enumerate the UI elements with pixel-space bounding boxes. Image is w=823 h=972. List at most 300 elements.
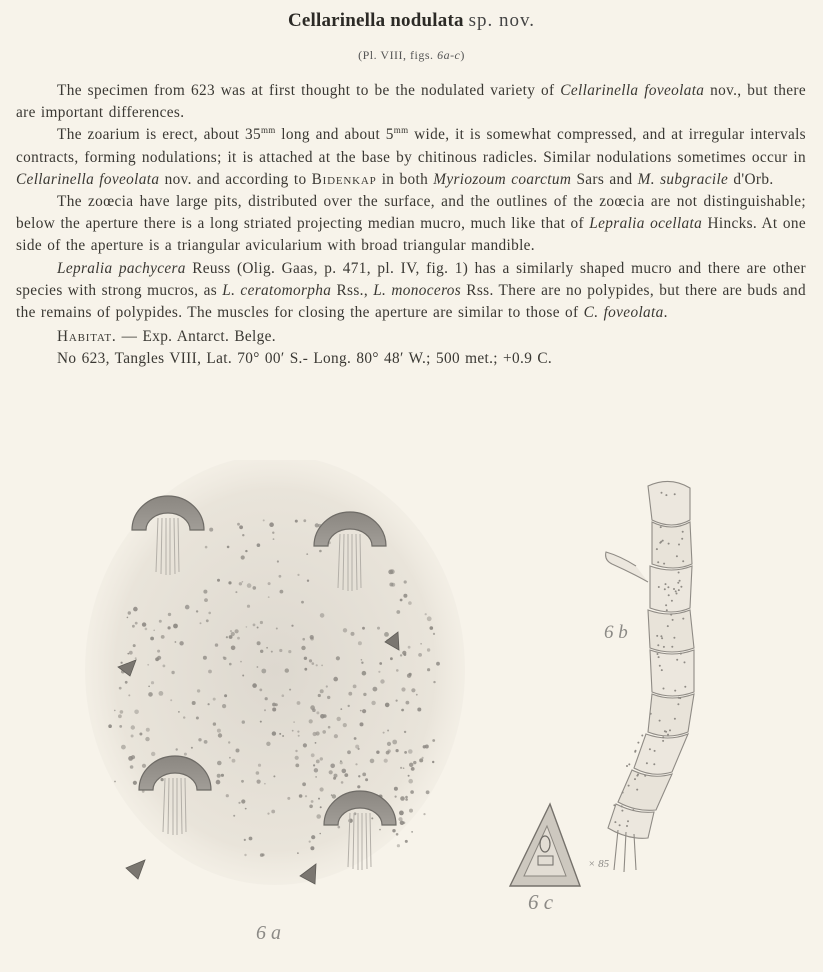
surface-pit [433, 681, 435, 683]
surface-pit [403, 822, 406, 825]
branch-pit [654, 750, 656, 752]
surface-pit [362, 773, 366, 777]
surface-pit [125, 681, 128, 684]
surface-pit [241, 780, 244, 783]
surface-pit [320, 757, 323, 760]
figure-6b [606, 481, 694, 872]
surface-pit [204, 598, 208, 602]
p3-taxon: Lepralia ocellata [589, 215, 703, 233]
branch-pit [660, 526, 662, 528]
surface-pit [203, 590, 207, 594]
surface-pit [344, 773, 348, 777]
surface-pit [312, 708, 316, 712]
surface-pit [333, 777, 336, 780]
p2-taxon-2: Myriozoum coarctum [433, 170, 572, 188]
branch-pit [684, 661, 686, 663]
p4-taxon-4: C. foveolata [583, 304, 664, 322]
habitat-line [16, 326, 806, 348]
branch-pit [679, 580, 681, 582]
surface-pit [365, 778, 368, 781]
surface-pit [185, 605, 190, 610]
surface-pit [396, 669, 399, 672]
surface-pit [370, 759, 375, 764]
surface-pit [311, 753, 315, 757]
surface-pit [119, 687, 122, 690]
figure-6a-label: 6 a [256, 922, 281, 944]
surface-pit [404, 580, 407, 583]
surface-pit [237, 523, 240, 526]
surface-pit [148, 686, 150, 688]
p2-text-e: nov. and according to [159, 170, 312, 188]
plate-ref-figs: 6a-c [437, 48, 461, 62]
surface-pit [208, 670, 212, 674]
branch-pit [614, 821, 616, 823]
surface-pit [312, 662, 315, 665]
surface-pit [297, 574, 299, 576]
branch-pit [632, 809, 634, 811]
surface-pit [235, 629, 239, 633]
surface-pit [129, 651, 133, 655]
surface-pit [427, 668, 430, 671]
branch-pit [673, 588, 675, 590]
surface-pit [298, 735, 300, 737]
surface-pit [343, 628, 347, 632]
surface-pit [302, 782, 306, 786]
surface-pit [161, 635, 165, 639]
surface-pit [340, 760, 342, 762]
surface-pit [388, 570, 393, 575]
surface-pit [237, 637, 240, 640]
branch-pit [662, 736, 664, 738]
surface-pit [192, 701, 196, 705]
surface-pit [392, 740, 397, 745]
branch-pit [613, 804, 615, 806]
surface-pit [318, 798, 320, 800]
branch-pit [662, 740, 664, 742]
station-line: No 623, Tangles VIII, Lat. 70° 00′ S.- Long. 80° 48′ W.; 500 met.; +0.9 C. [57, 350, 553, 368]
surface-pit [257, 666, 259, 668]
surface-pit [260, 853, 264, 857]
surface-pit [316, 731, 320, 735]
surface-pit [319, 833, 321, 835]
surface-pit [413, 761, 416, 764]
surface-pit [362, 627, 365, 630]
branch-pit [626, 765, 628, 767]
branch-pit [637, 774, 639, 776]
surface-pit [168, 626, 171, 629]
surface-pit [196, 610, 198, 612]
plate-illustrations [0, 460, 823, 967]
branch-pit [665, 583, 667, 585]
branch-pit [670, 614, 672, 616]
surface-pit [260, 721, 262, 723]
surface-pit [426, 790, 430, 794]
surface-pit [397, 844, 400, 847]
branch-pit [668, 543, 670, 545]
surface-pit [213, 722, 216, 725]
surface-pit [305, 795, 307, 797]
branch-pit [676, 593, 678, 595]
surface-pit [147, 664, 149, 666]
surface-pit [128, 756, 133, 761]
surface-pit [241, 799, 245, 803]
surface-pit [331, 794, 333, 796]
surface-pit [309, 659, 312, 662]
surface-pit [215, 643, 218, 646]
p2-taxon-3: M. subgracile [637, 170, 729, 188]
surface-pit [347, 750, 351, 754]
surface-pit [410, 790, 414, 794]
surface-pit [226, 636, 228, 638]
p2-text-g: in both [376, 170, 434, 188]
surface-pit [216, 780, 221, 785]
branch-pit [657, 561, 659, 563]
surface-pit [295, 764, 299, 768]
surface-pit [293, 721, 295, 723]
surface-pit [316, 814, 321, 819]
surface-pit [303, 519, 306, 522]
surface-pit [279, 649, 282, 652]
surface-pit [272, 532, 274, 534]
surface-pit [244, 839, 246, 841]
branch-pit [663, 688, 665, 690]
branch-pit [673, 637, 675, 639]
surface-pit [396, 610, 400, 614]
p4-taxon-3: L. monoceros [373, 281, 462, 299]
branch-pit [663, 646, 665, 648]
surface-pit [327, 696, 330, 699]
surface-pit [247, 583, 252, 588]
surface-pit [399, 811, 404, 816]
figure-plate [0, 460, 823, 967]
surface-pit [217, 579, 220, 582]
surface-pit [383, 732, 385, 734]
branch-pit [668, 594, 670, 596]
p4-text-d: Rss., [331, 281, 374, 299]
surface-pit [227, 546, 230, 549]
surface-pit [261, 669, 266, 674]
surface-pit [145, 737, 149, 741]
surface-pit [244, 854, 246, 856]
surface-pit [155, 657, 159, 661]
surface-pit [119, 725, 122, 728]
surface-pit [151, 752, 155, 756]
surface-pit [361, 662, 363, 664]
branch-pit [676, 555, 678, 557]
branch-pit [672, 619, 674, 621]
surface-pit [400, 599, 403, 602]
surface-pit [408, 749, 413, 754]
surface-pit [260, 621, 263, 624]
surface-pit [387, 730, 389, 732]
surface-pit [217, 729, 221, 733]
surface-pit [170, 699, 172, 701]
surface-pit [309, 805, 313, 809]
surface-pit [363, 693, 366, 696]
branch-pit [621, 810, 623, 812]
surface-pit [400, 767, 402, 769]
surface-pit [316, 760, 320, 764]
paragraph-3 [16, 191, 806, 258]
branch-pit [669, 729, 671, 731]
branch-pit [637, 742, 639, 744]
surface-pit [343, 723, 347, 727]
surface-pit [311, 835, 315, 839]
branch-pit [679, 697, 681, 699]
branch-pit [636, 789, 638, 791]
surface-pit [295, 750, 297, 752]
paragraph-1 [16, 80, 806, 124]
surface-pit [131, 725, 135, 729]
branch-pit [671, 646, 673, 648]
surface-pit [417, 708, 421, 712]
surface-pit [319, 550, 322, 553]
surface-pit [279, 733, 281, 735]
surface-pit [409, 763, 413, 767]
surface-pit [253, 624, 256, 627]
surface-pit [361, 659, 363, 661]
surface-pit [360, 722, 364, 726]
branch-pit [681, 538, 683, 540]
surface-pit [128, 611, 131, 614]
surface-pit [204, 740, 208, 744]
surface-pit [432, 761, 434, 763]
surface-pit [348, 705, 350, 707]
surface-pit [232, 759, 236, 763]
surface-pit [405, 840, 408, 843]
surface-pit [266, 742, 270, 746]
surface-pit [242, 675, 244, 677]
surface-pit [196, 717, 199, 720]
figure-6a [85, 460, 465, 885]
surface-pit [175, 641, 177, 643]
p2-text-k: d'Orb. [728, 170, 774, 188]
surface-pit [218, 733, 222, 737]
branch-pit [667, 586, 669, 588]
surface-pit [249, 837, 253, 841]
surface-pit [198, 738, 201, 741]
branch-pit [622, 792, 624, 794]
surface-pit [159, 620, 162, 623]
surface-pit [184, 753, 187, 756]
surface-pit [273, 538, 275, 540]
surface-pit [404, 731, 406, 733]
surface-pit [159, 691, 164, 696]
surface-pit [263, 519, 265, 521]
surface-pit [264, 783, 266, 785]
p2-text-a: The zoarium is erect, about 35 [57, 126, 261, 144]
surface-pit [257, 641, 261, 645]
habitat-label: Habitat. [57, 328, 117, 346]
surface-pit [295, 520, 298, 523]
branch-pit [674, 690, 676, 692]
surface-pit [288, 650, 291, 653]
surface-pit [384, 759, 388, 763]
branch-pit [666, 609, 668, 611]
branch-pit [658, 656, 660, 658]
habitat-text: — Exp. Antarct. Belge. [116, 328, 276, 346]
plate-ref-prefix: (Pl. VIII, figs. [358, 48, 434, 62]
surface-pit [336, 656, 340, 660]
surface-pit [238, 802, 240, 804]
surface-pit [321, 665, 323, 667]
surface-pit [334, 734, 338, 738]
p4-taxon-2: L. ceratomorpha [222, 281, 332, 299]
surface-pit [328, 726, 331, 729]
branch-pit [661, 492, 663, 494]
branch-pit [658, 586, 660, 588]
branch-pit [664, 588, 666, 590]
surface-pit [266, 647, 268, 649]
surface-pit [142, 764, 146, 768]
surface-pit [150, 637, 154, 641]
surface-pit [418, 653, 422, 657]
branch-pit [674, 493, 676, 495]
surface-pit [430, 626, 434, 630]
surface-pit [385, 703, 390, 708]
branch-pit [678, 589, 680, 591]
surface-pit [265, 697, 268, 700]
surface-pit [233, 815, 235, 817]
surface-pit [326, 685, 328, 687]
surface-pit [396, 833, 399, 836]
surface-pit [279, 575, 282, 578]
surface-pit [148, 692, 153, 697]
surface-pit [299, 794, 303, 798]
surface-pit [205, 546, 208, 549]
surface-pit [362, 709, 366, 713]
surface-pit [320, 787, 324, 791]
figure-6c-scale: × 85 [588, 858, 610, 870]
surface-pit [135, 622, 138, 625]
branch-pit [684, 686, 686, 688]
branch-pit [667, 625, 669, 627]
p1-text-a: The specimen from 623 was at first thought to be the nodulated variety of [57, 82, 561, 99]
surface-pit [183, 716, 185, 718]
surface-pit [142, 622, 146, 626]
surface-pit [272, 703, 276, 707]
surface-pit [409, 809, 413, 813]
surface-pit [245, 808, 247, 810]
surface-pit [408, 646, 411, 649]
surface-pit [246, 626, 248, 628]
surface-pit [419, 758, 423, 762]
surface-pit [401, 709, 403, 711]
surface-pit [329, 770, 333, 774]
surface-pit [411, 767, 415, 771]
surface-pit [337, 717, 341, 721]
surface-pit [404, 751, 407, 754]
surface-pit [260, 650, 263, 653]
paragraph-2 [16, 124, 806, 191]
surface-pit [392, 829, 395, 832]
branch-pit [635, 750, 637, 752]
surface-pit [173, 624, 178, 629]
surface-pit [272, 731, 276, 735]
surface-pit [390, 657, 393, 660]
species-status: sp. nov. [468, 10, 536, 31]
branch-pit [650, 713, 652, 715]
surface-pit [163, 665, 166, 668]
surface-pit [323, 714, 327, 718]
surface-pit [130, 765, 134, 769]
surface-pit [229, 757, 231, 759]
p4-text-b: Reuss (Olig. Gaas, p. 471, pl. IV, fig. 1) has a similarly shaped mucro and there are other species with strong mucros, as [16, 259, 806, 299]
branch-pit [619, 824, 621, 826]
p3-text-c: Hincks. At one side of the aperture is a triangular avicularium with broad triangular mandible. [16, 215, 806, 255]
surface-pit [235, 591, 237, 593]
surface-pit [179, 641, 183, 645]
surface-pit [295, 756, 299, 760]
surface-pit [404, 653, 407, 656]
surface-pit [191, 747, 193, 749]
surface-pit [432, 739, 435, 742]
surface-pit [396, 700, 398, 702]
surface-pit [114, 710, 116, 712]
surface-pit [398, 817, 402, 821]
surface-pit [292, 730, 294, 732]
surface-pit [135, 657, 137, 659]
surface-pit [316, 664, 318, 666]
surface-pit [229, 663, 232, 666]
surface-pit [297, 852, 299, 854]
branch-pit [656, 548, 658, 550]
surface-pit [403, 767, 405, 769]
plate-ref-close: ) [460, 48, 465, 62]
surface-pit [427, 616, 432, 621]
description-text [16, 80, 806, 371]
surface-pit [128, 694, 130, 696]
surface-pit [416, 694, 418, 696]
surface-pit [396, 749, 399, 752]
p2-text-c: wide, it is somewhat compressed, and at irregular intervals contracts, forming nodulations; it is attached at the base by chitinous radicles. Similar nodulations sometimes occur in [16, 126, 806, 166]
surface-pit [242, 581, 244, 583]
branch-pit [680, 586, 682, 588]
surface-pit [358, 775, 360, 777]
branch-pit [665, 494, 667, 496]
surface-pit [114, 781, 116, 783]
surface-pit [423, 813, 425, 815]
surface-pit [178, 711, 180, 713]
surface-pit [209, 528, 213, 532]
p2-text-i: Sars and [571, 170, 638, 188]
surface-pit [320, 613, 325, 618]
surface-pit [236, 749, 240, 753]
surface-pit [351, 632, 355, 636]
surface-pit [257, 543, 261, 547]
branch-pit [628, 785, 630, 787]
branch-pit [682, 531, 684, 533]
surface-pit [197, 689, 200, 692]
surface-pit [239, 582, 242, 585]
surface-pit [401, 687, 405, 691]
p2-unit-1: mm [260, 125, 276, 136]
surface-pit [258, 764, 261, 767]
branch-pit [626, 825, 628, 827]
branch-pit [680, 653, 682, 655]
branch-pit [649, 748, 651, 750]
surface-pit [354, 737, 357, 740]
surface-pit [420, 643, 422, 645]
surface-pit [230, 630, 232, 632]
surface-pit [268, 596, 270, 598]
surface-pit [311, 800, 314, 803]
paragraph-4 [16, 258, 806, 325]
p2-author: Bidenkap [311, 170, 377, 188]
surface-pit [379, 829, 381, 831]
p1-taxon: Cellarinella foveolata [560, 82, 705, 99]
p2-unit-2: mm [393, 125, 409, 136]
